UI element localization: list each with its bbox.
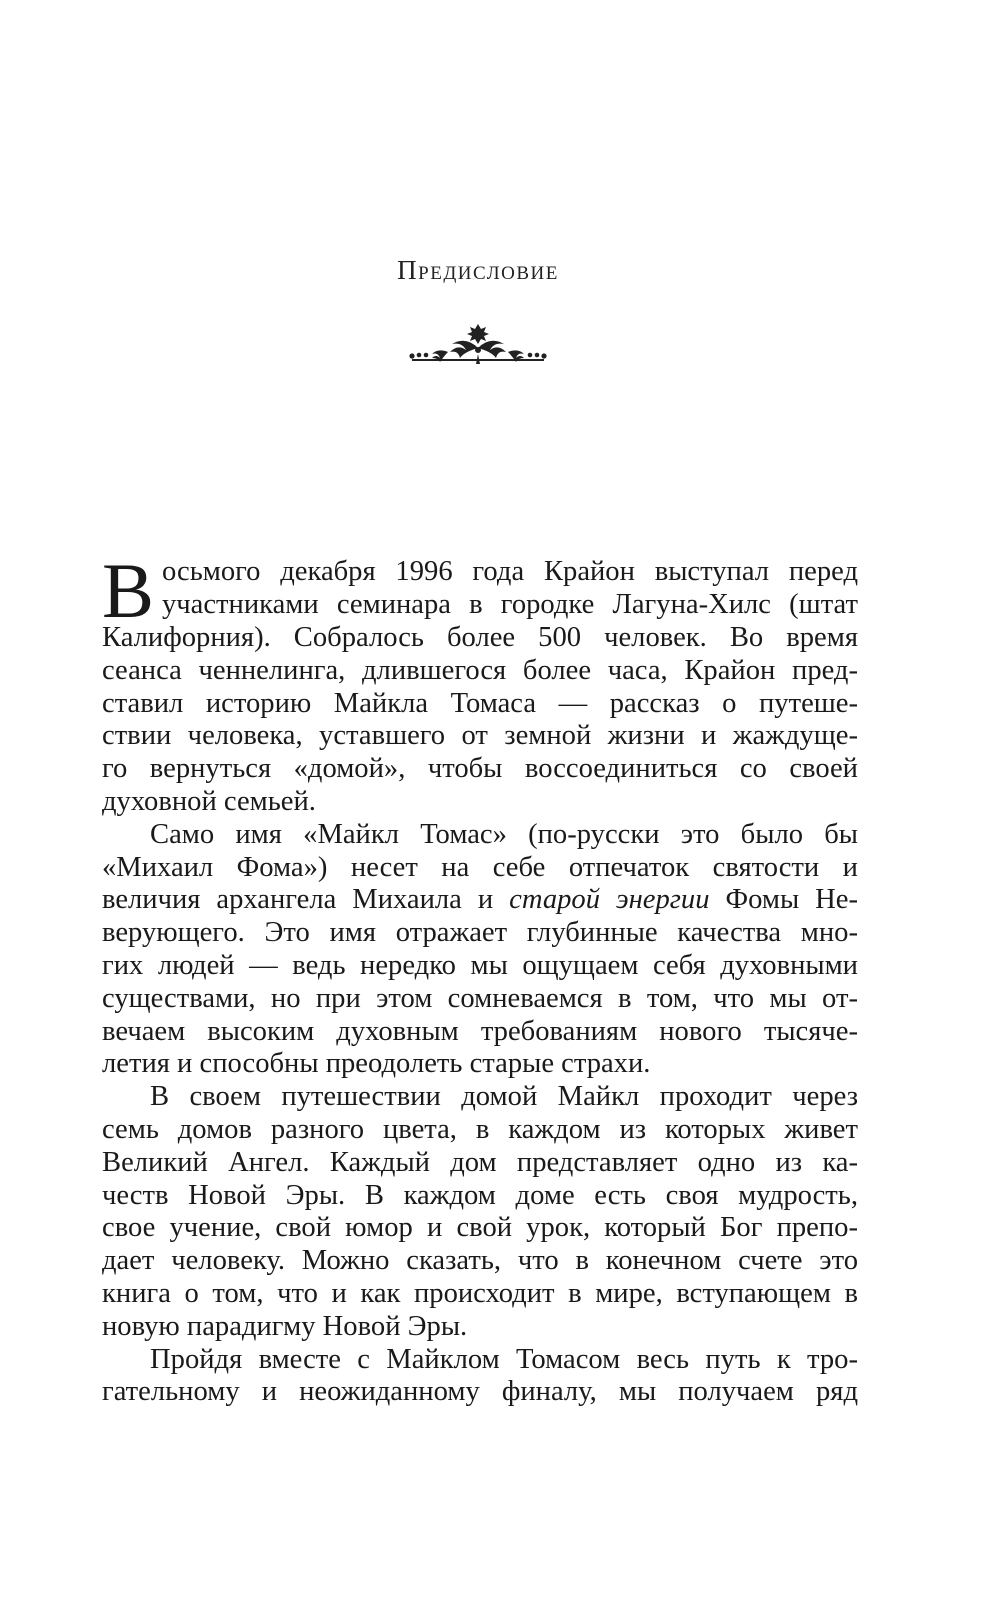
chapter-title: Предисловие (397, 255, 559, 285)
text-line: свое учение, свой юмор и свой урок, который Бог препо- (102, 1212, 858, 1244)
text-run: Фомы Не- (725, 884, 858, 916)
text-line: семь домов разного цвета, в каждом из которых живет (102, 1113, 858, 1145)
text-line: Пройдя вместе с Майклом Томасом весь путь к тро- (150, 1343, 858, 1375)
text-line: го вернуться «домой», чтобы воссоединиться со своей (102, 753, 858, 785)
paragraph-4 (102, 1344, 858, 1410)
text-line: Калифорния). Собралось более 500 человек. Во время (102, 622, 858, 653)
text-line: В своем путешествии домой Майкл проходит через (150, 1081, 858, 1113)
dropcap-block (102, 547, 858, 634)
text-line: ствии человека, уставшего от земной жизни и жаждуще- (102, 720, 858, 752)
text-line: честв Новой Эры. В каждом доме есть своя мудрость, (102, 1179, 858, 1211)
text-line: книга о том, что и как происходит в мире, вступающем в (102, 1277, 858, 1309)
text-line: ставил историю Майкла Томаса — рассказ о путеше- (102, 687, 858, 719)
paragraph-1 (102, 547, 858, 819)
text-run: величия архангела Михаила и (102, 884, 494, 916)
text-line: вечаем высоким духовным требованиям нового тысяче- (102, 1015, 858, 1047)
text-line: Само имя «Майкл Томас» (по-русски это было бы (150, 818, 858, 850)
text-line: летия и способны преодолеть старые страхи. (102, 1048, 651, 1080)
text-line: гательному и неожиданному финалу, мы получаем ряд (102, 1376, 858, 1408)
text-line: дает человеку. Можно сказать, что в конечном счете это (102, 1245, 858, 1277)
paragraph-3 (102, 1081, 858, 1343)
italic-phrase: старой энергии (509, 884, 710, 916)
text-line: существами, но при этом сомневаемся в том, что мы от- (102, 982, 858, 1014)
drop-cap: В (102, 547, 155, 634)
text-line: «Михаил Фома») несет на себе отпечаток святости и (102, 851, 858, 883)
text-line: сеанса ченнелинга, длившегося более часа, Крайон пред- (102, 654, 858, 686)
text-line: духовной семьей. (102, 785, 316, 817)
text-line: гих людей — ведь нередко мы ощущаем себя духовными (102, 949, 858, 981)
fleuron-ornament-icon (408, 322, 548, 366)
text-line: осьмого декабря 1996 года Крайон выступал перед (162, 556, 858, 587)
body-text (102, 547, 858, 1409)
paragraph-2 (102, 819, 858, 1081)
text-line: новую парадигму Новой Эры. (102, 1310, 468, 1342)
text-line-with-italic (102, 884, 858, 917)
text-line: участниками семинара в городке Лагуна-Хилс (штат (162, 588, 858, 620)
text-line: Великий Ангел. Каждый дом представляет одно из ка- (102, 1146, 858, 1178)
text-line: верующего. Это имя отражает глубинные качества мно- (102, 917, 858, 949)
